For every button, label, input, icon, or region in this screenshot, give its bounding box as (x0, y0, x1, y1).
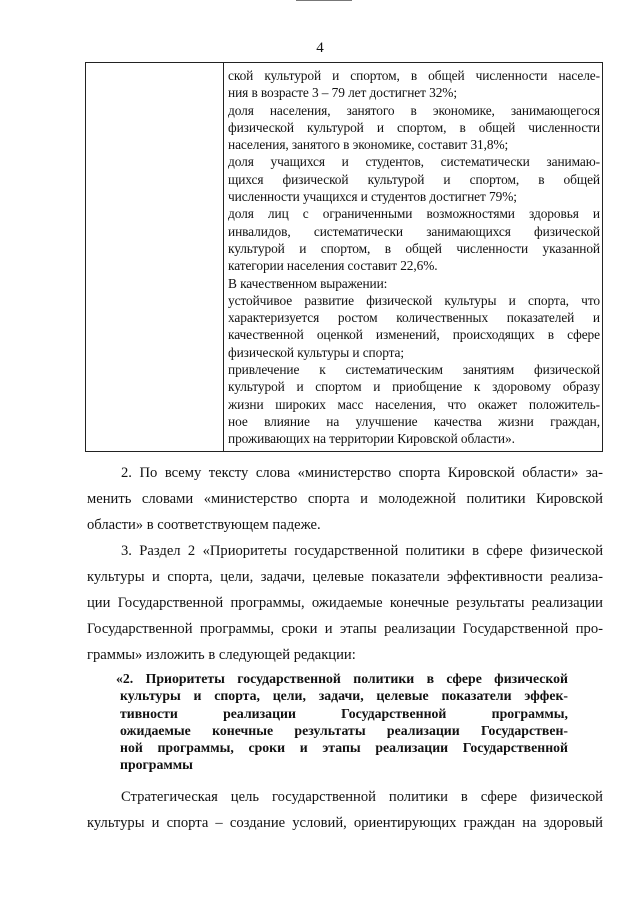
heading-line: тивности реализации Государственной программы, (120, 705, 568, 721)
paragraph-line: области» в соответствующем падеже. (87, 517, 321, 533)
table-line: характеризуется ростом количественных показателей и (228, 310, 600, 326)
page-number: 4 (316, 40, 324, 56)
heading-line: культуры и спорта, цели, задачи, целевые показатели эффек- (120, 688, 568, 704)
top-edge-line (296, 0, 352, 1)
paragraph-line: Государственной программы, сроки и этапы реализации Государственной про- (87, 621, 603, 637)
paragraph-strategy (87, 784, 603, 836)
paragraph-3 (87, 538, 603, 668)
table-line: проживающих на территории Кировской области». (228, 431, 515, 447)
heading-line: ожидаемые конечные результаты реализации Государствен- (120, 722, 568, 738)
table-line: физической культурой и спортом, в общей численности (228, 119, 600, 135)
table-line: доля учащихся и студентов, систематически занимаю- (228, 154, 600, 170)
table-line: качественной оценкой изменений, происходящих в сфере (228, 327, 600, 343)
table-line: устойчивое развитие физической культуры и спорта, что (228, 292, 600, 308)
table-line: инвалидов, систематически занимающихся физической (228, 223, 600, 239)
heading-line: ной программы, сроки и этапы реализации Государственной (120, 740, 568, 756)
paragraph-line: граммы» изложить в следующей редакции: (87, 647, 356, 663)
table-cell-text (228, 67, 600, 448)
program-table (85, 62, 603, 452)
section-heading (116, 670, 568, 774)
table-line: населения, занятого в экономике, составит 31,8%; (228, 137, 509, 153)
table-line: щихся физической культурой и спортом, в общей (228, 171, 600, 187)
table-line: ской культурой и спортом, в общей численности населе- (228, 68, 600, 83)
paragraph-line: 3. Раздел 2 «Приоритеты государственной политики в сфере физической (121, 543, 603, 559)
paragraph-line: ции Государственной программы, ожидаемые конечные результаты реализации (87, 595, 603, 611)
table-line: физической культуры и спорта; (228, 344, 405, 360)
heading-line: «2. Приоритеты государственной политики в сфере физической (116, 671, 568, 686)
table-line: ния в возрасте 3 – 79 лет достигнет 32%; (228, 85, 457, 101)
table-line: культурой и спортом, в общей численности указанной (228, 240, 600, 256)
paragraph-line: Стратегическая цель государственной политики в сфере физической (121, 789, 603, 805)
table-line: привлечение к систематическим занятиям физической (228, 362, 600, 378)
table-line: культурой и спортом и приобщение к здоровому образу (228, 379, 600, 395)
paragraph-line: менить словами «министерство спорта и молодежной политики Кировской (87, 491, 603, 507)
table-column-divider (223, 63, 224, 451)
table-line: ное влияние на улучшение качества жизни граждан, (228, 413, 600, 429)
table-line: жизни широких масс населения, что окажет положитель- (228, 396, 600, 412)
paragraph-line: культуры и спорта – создание условий, ориентирующих граждан на здоровый (87, 815, 603, 831)
paragraph-2 (87, 460, 603, 538)
table-line: категории населения составит 22,6%. (228, 258, 438, 274)
paragraph-line: культуры и спорта, цели, задачи, целевые показатели эффективности реализа- (87, 569, 603, 585)
table-line: доля населения, занятого в экономике, занимающегося (228, 102, 600, 118)
table-line: доля лиц с ограниченными возможностями здоровья и (228, 206, 600, 222)
table-line: численности учащихся и студентов достигнет 79%; (228, 189, 517, 205)
table-line: В качественном выражении: (228, 275, 388, 291)
paragraph-line: 2. По всему тексту слова «министерство спорта Кировской области» за- (121, 465, 603, 481)
heading-line: программы (120, 757, 193, 773)
